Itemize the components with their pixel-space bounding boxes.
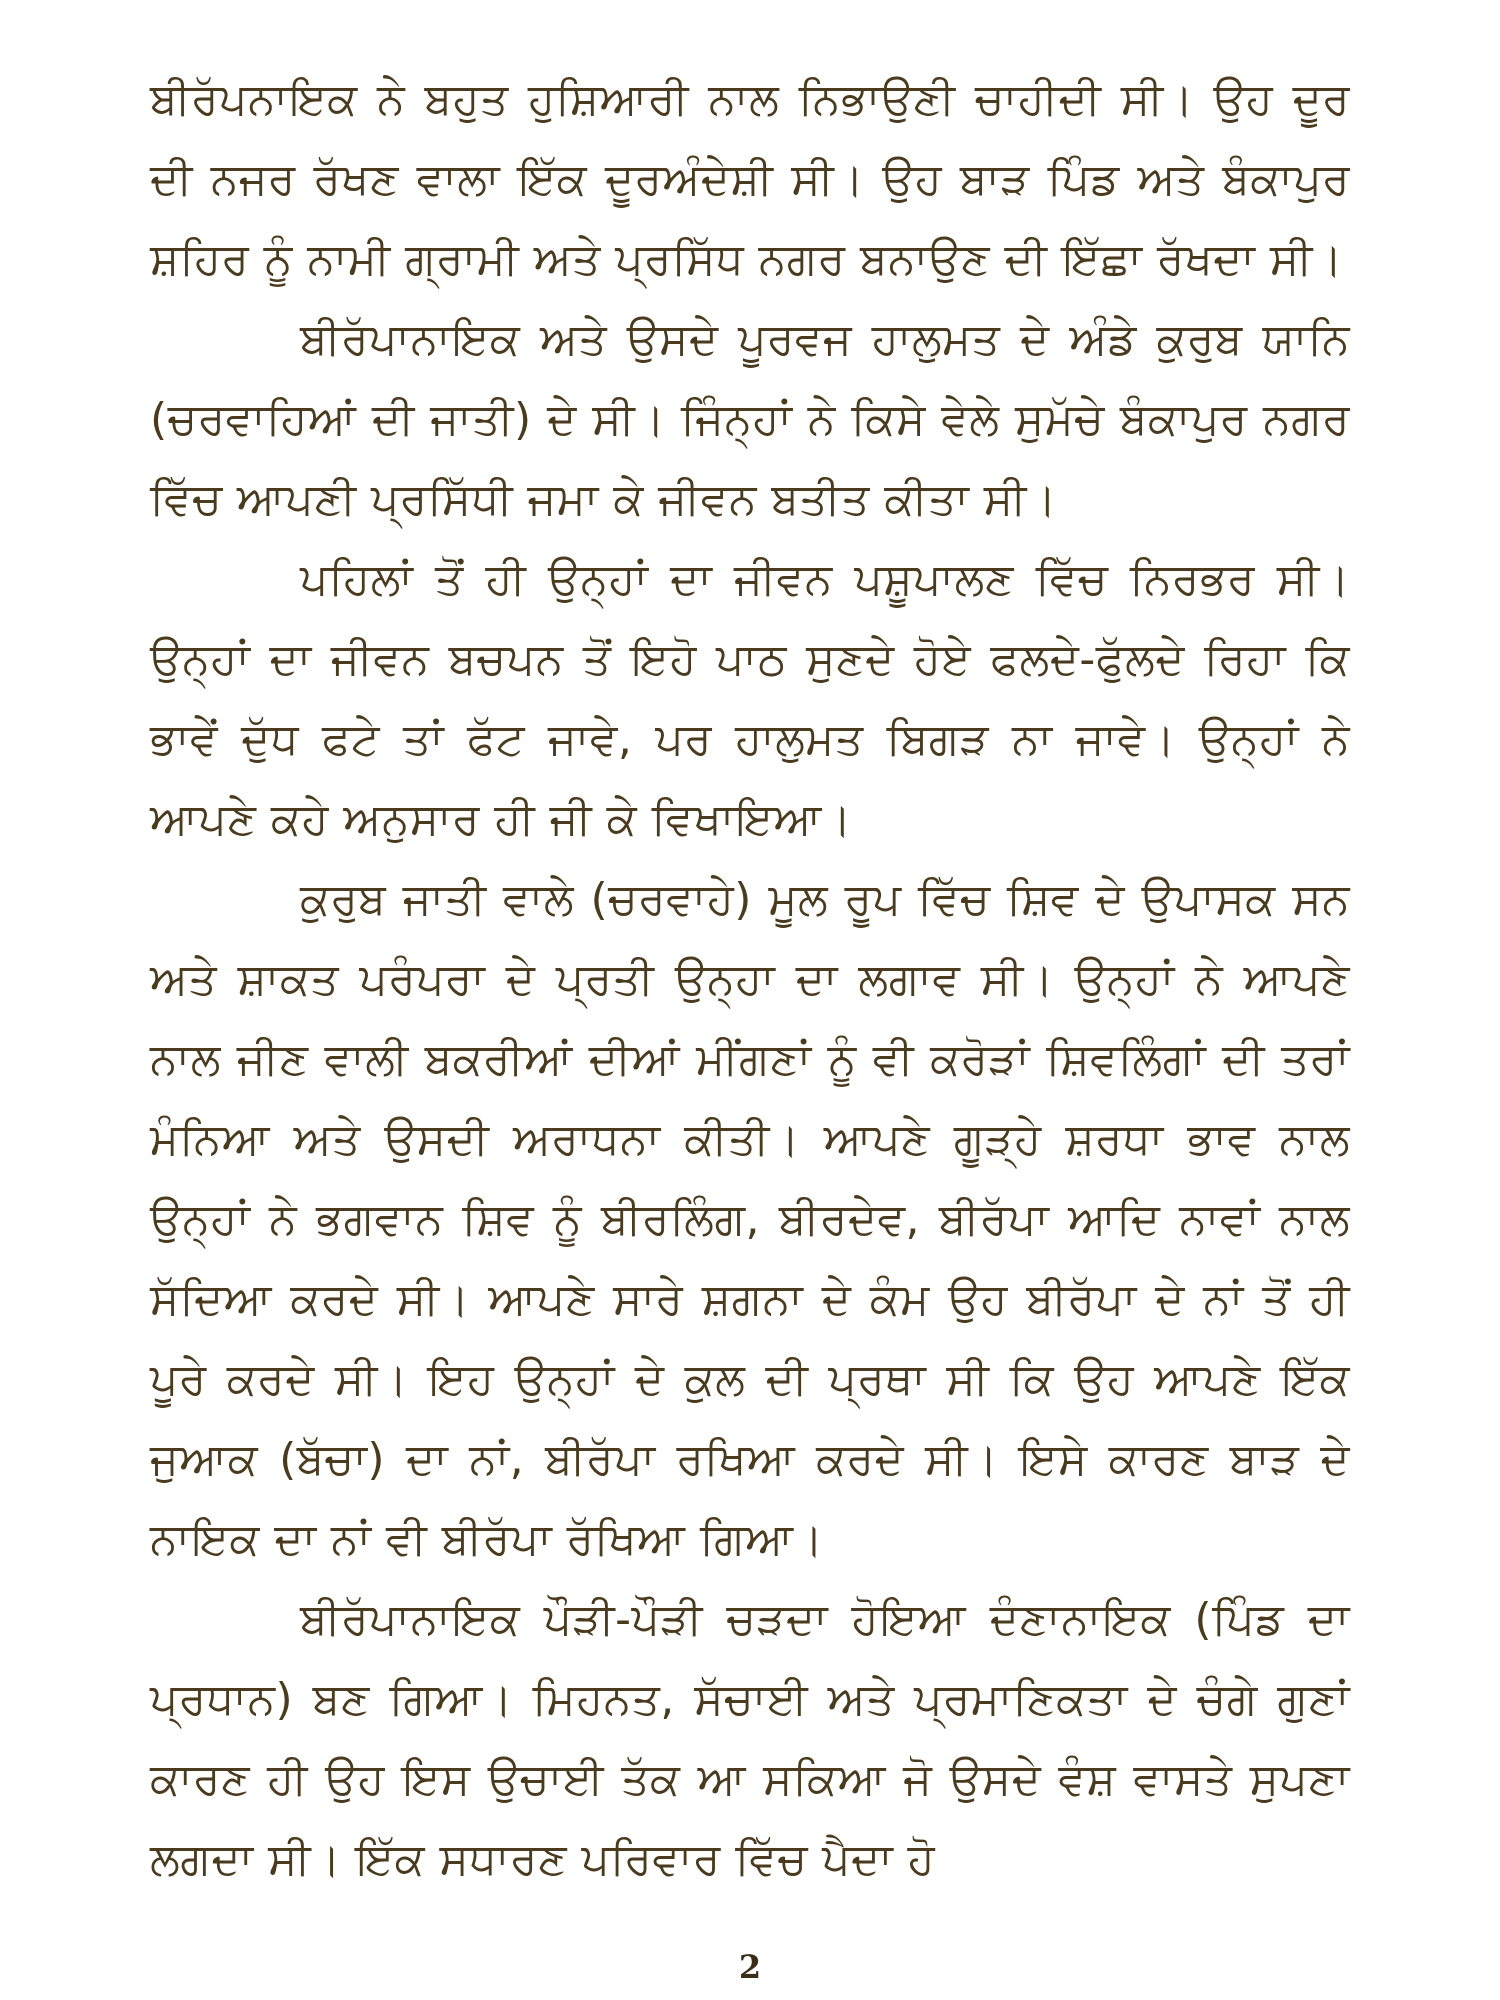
paragraph-4: ਕੁਰੁਬ ਜਾਤੀ ਵਾਲੇ (ਚਰਵਾਹੇ) ਮੂਲ ਰੂਪ ਵਿੱਚ ਸ਼ਿਵ ਦੇ ਉਪਾਸਕ ਸਨ ਅਤੇ ਸ਼ਾਕਤ ਪਰੰਪਰਾ ਦੇ ਪ੍ਰਤੀ ਉਨ੍ਹਾ ਦਾ ਲਗਾਵ ਸੀ। ਉਨ੍ਹਾਂ ਨੇ ਆਪਣੇ ਨਾਲ ਜੀਣ ਵਾਲੀ ਬਕਰੀਆਂ ਦੀਆਂ ਮੀਂਗਣਾਂ ਨੂੰ ਵੀ ਕਰੋੜਾਂ ਸ਼ਿਵਲਿੰਗਾਂ ਦੀ ਤਰਾਂ ਮੰਨਿਆ ਅਤੇ ਉਸਦੀ ਅਰਾਧਨਾ ਕੀਤੀ। ਆਪਣੇ ਗੂੜ੍ਹੇ ਸ਼ਰਧਾ ਭਾਵ ਨਾਲ ਉਨ੍ਹਾਂ ਨੇ ਭਗਵਾਨ ਸ਼ਿਵ ਨੂੰ ਬੀਰਲਿੰਗ, ਬੀਰਦੇਵ, ਬੀਰੱਪਾ ਆਦਿ ਨਾਵਾਂ ਨਾਲ ਸੱਦਿਆ ਕਰਦੇ ਸੀ। ਆਪਣੇ ਸਾਰੇ ਸ਼ਗਨਾ ਦੇ ਕੰਮ ਉਹ ਬੀਰੱਪਾ ਦੇ ਨਾਂ ਤੋਂ ਹੀ ਪੂਰੇ ਕਰਦੇ ਸੀ। ਇਹ ਉਨ੍ਹਾਂ ਦੇ ਕੁਲ ਦੀ ਪ੍ਰਥਾ ਸੀ ਕਿ ਉਹ ਆਪਣੇ ਇੱਕ ਜੁਆਕ (ਬੱਚਾ) ਦਾ ਨਾਂ, ਬੀਰੱਪਾ ਰਖਿਆ ਕਰਦੇ ਸੀ। ਇਸੇ ਕਾਰਣ ਬਾੜ ਦੇ ਨਾਇਕ ਦਾ ਨਾਂ ਵੀ ਬੀਰੱਪਾ ਰੱਖਿਆ ਗਿਆ।	[150, 874, 1350, 1565]
paragraph-1: ਬੀਰੱਪਨਾਇਕ ਨੇ ਬਹੁਤ ਹੁਸ਼ਿਆਰੀ ਨਾਲ ਨਿਭਾਉਣੀ ਚਾਹੀਦੀ ਸੀ। ਉਹ ਦੂਰ ਦੀ ਨਜਰ ਰੱਖਣ ਵਾਲਾ ਇੱਕ ਦੂਰਅੰਦੇਸ਼ੀ ਸੀ। ਉਹ ਬਾੜ ਪਿੰਡ ਅਤੇ ਬੰਕਾਪੁਰ ਸ਼ਹਿਰ ਨੂੰ ਨਾਮੀ ਗ੍ਰਾਮੀ ਅਤੇ ਪ੍ਰਸਿੱਧ ਨਗਰ ਬਨਾਉਣ ਦੀ ਇੱਛਾ ਰੱਖਦਾ ਸੀ।	[150, 74, 1350, 285]
paragraph-3: ਪਹਿਲਾਂ ਤੋਂ ਹੀ ਉਨ੍ਹਾਂ ਦਾ ਜੀਵਨ ਪਸ਼ੂਪਾਲਣ ਵਿੱਚ ਨਿਰਭਰ ਸੀ। ਉਨ੍ਹਾਂ ਦਾ ਜੀਵਨ ਬਚਪਨ ਤੋਂ ਇਹੋ ਪਾਠ ਸੁਣਦੇ ਹੋਏ ਫਲਦੇ-ਫੁੱਲਦੇ ਰਿਹਾ ਕਿ ਭਾਵੇਂ ਦੁੱਧ ਫਟੇ ਤਾਂ ਫੱਟ ਜਾਵੇ, ਪਰ ਹਾਲੁਮਤ ਬਿਗੜ ਨਾ ਜਾਵੇ। ਉਨ੍ਹਾਂ ਨੇ ਆਪਣੇ ਕਹੇ ਅਨੁਸਾਰ ਹੀ ਜੀ ਕੇ ਵਿਖਾਇਆ।	[150, 554, 1350, 845]
paragraph-5: ਬੀਰੱਪਾਨਾਇਕ ਪੌੜੀ-ਪੌੜੀ ਚੜਦਾ ਹੋਇਆ ਦੰਣਾਨਾਇਕ (ਪਿੰਡ ਦਾ ਪ੍ਰਧਾਨ) ਬਣ ਗਿਆ। ਮਿਹਨਤ, ਸੱਚਾਈ ਅਤੇ ਪ੍ਰਮਾਣਿਕਤਾ ਦੇ ਚੰਗੇ ਗੁਣਾਂ ਕਾਰਣ ਹੀ ਉਹ ਇਸ ਉਚਾਈ ਤੱਕ ਆ ਸਕਿਆ ਜੋ ਉਸਦੇ ਵੰਸ਼ ਵਾਸਤੇ ਸੁਪਣਾ ਲਗਦਾ ਸੀ। ਇੱਕ ਸਧਾਰਣ ਪਰਿਵਾਰ ਵਿੱਚ ਪੈਦਾ ਹੋ	[150, 1594, 1350, 1885]
body-text	[150, 60, 1350, 1900]
paragraph-2: ਬੀਰੱਪਾਨਾਇਕ ਅਤੇ ਉਸਦੇ ਪੂਰਵਜ ਹਾਲੁਮਤ ਦੇ ਅੰਡੇ ਕੁਰੁਬ ਯਾਨਿ (ਚਰਵਾਹਿਆਂ ਦੀ ਜਾਤੀ) ਦੇ ਸੀ। ਜਿੰਨ੍ਹਾਂ ਨੇ ਕਿਸੇ ਵੇਲੇ ਸੁਮੱਚੇ ਬੰਕਾਪੁਰ ਨਗਰ ਵਿੱਚ ਆਪਣੀ ਪ੍ਰਸਿੱਧੀ ਜਮਾ ਕੇ ਜੀਵਨ ਬਤੀਤ ਕੀਤਾ ਸੀ।	[150, 314, 1350, 525]
page-number: 2	[738, 1948, 762, 1986]
